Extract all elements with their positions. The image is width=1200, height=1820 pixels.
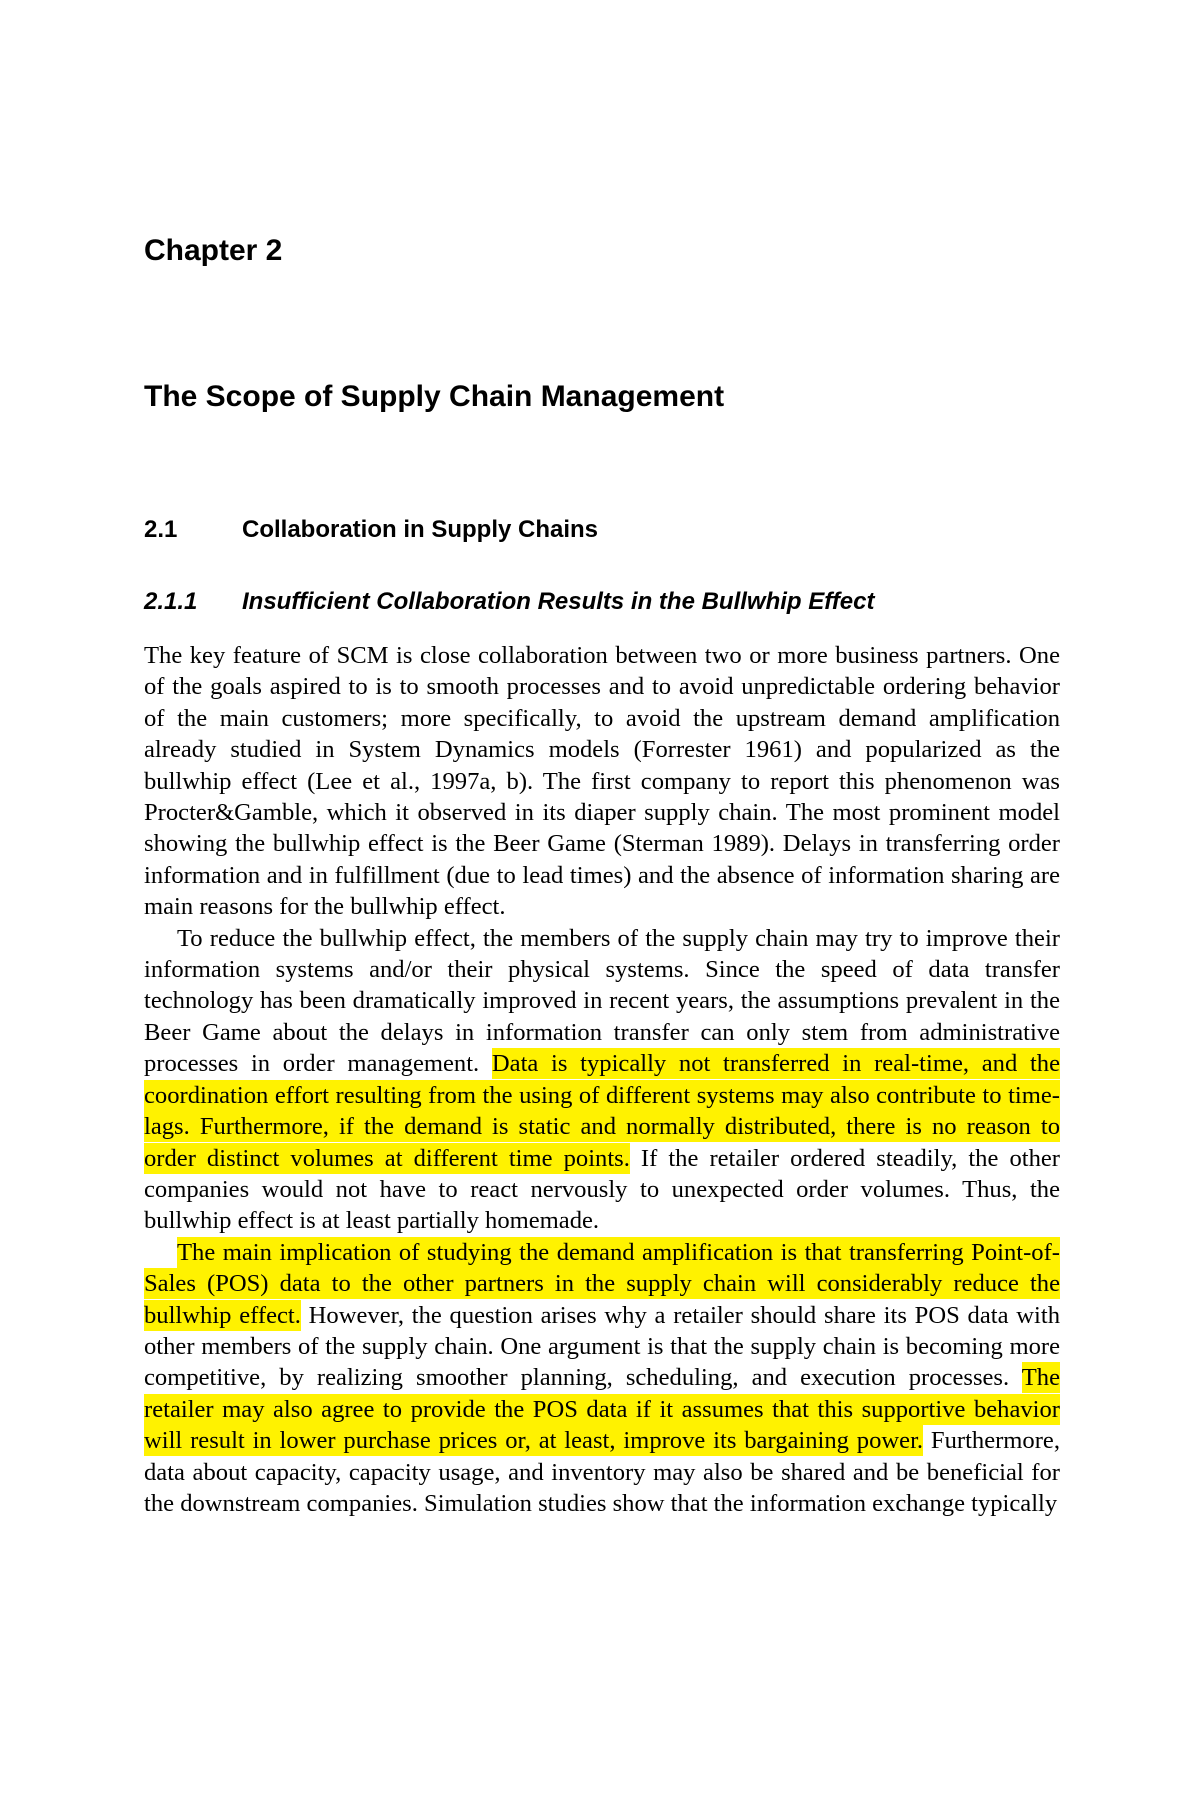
highlighted-text: Data is typically not transferred in real-time, and the coordination effort resulting from the using of different systems may also contribute to time-lags. Furthermore, if the demand is static and normally distributed, there is no reason to order distinct volumes at different time points. — [144, 1050, 1060, 1172]
paragraph-text: If the retailer ordered steadily, the other companies would not have to react nervously to unexpected order volumes. Thus, the bullwhip effect is at least partially homemade. — [144, 1144, 1060, 1235]
paragraph-1 — [144, 640, 1060, 923]
highlighted-text: The retailer may also agree to provide the POS data if it assumes that this supportive behavior will result in lower purchase prices or, at least, improve its bargaining power. — [144, 1364, 1060, 1455]
chapter-label: Chapter 2 — [144, 234, 283, 267]
paragraph-text: Furthermore, data about capacity, capacity usage, and inventory may also be shared and be beneficial for the downstream companies. Simulation studies show that the information exchange typically — [144, 1427, 1060, 1517]
body-text — [144, 640, 1060, 1519]
paragraph-2 — [144, 923, 1060, 1237]
subsection-title: Insufficient Collaboration Results in the Bullwhip Effect — [242, 588, 875, 615]
paragraph-text: The key feature of SCM is close collaboration between two or more business partners. One of the goals aspired to is to smooth processes and to avoid unpredictable ordering behavior of the main customers; more specifically, to avoid the upstream demand amplification already studied in System Dynamics models (Forrester 1961) and popularized as the bullwhip effect (Lee et al., 1997a, b). The first company to report this phenomenon was Procter&Gamble, which it observed in its diaper supply chain. The most prominent model showing the bullwhip effect is the Beer Game (Sterman 1989). Delays in transferring order information and in fulfillment (due to lead times) and the absence of information sharing are main reasons for the bullwhip effect. — [144, 642, 1060, 921]
paragraph-3 — [144, 1237, 1060, 1520]
section-heading — [144, 516, 598, 544]
paragraph-text: To reduce the bullwhip effect, the members of the supply chain may try to improve their information systems and/or their physical systems. Since the speed of data transfer technology has been dramatically improved in recent years, the assumptions prevalent in the Beer Game about the delays in information transfer can only stem from administrative processes in order management. — [144, 924, 1060, 1078]
highlighted-text: The main implication of studying the demand amplification is that transferring Point-of-Sales (POS) data to the other partners in the supply chain will considerably reduce the bullwhip effect. — [144, 1238, 1060, 1329]
section-number: 2.1 — [144, 516, 178, 543]
section-title: Collaboration in Supply Chains — [242, 516, 599, 543]
chapter-title: The Scope of Supply Chain Management — [144, 380, 725, 413]
subsection-heading — [144, 588, 875, 616]
subsection-number: 2.1.1 — [144, 588, 198, 615]
paragraph-text: However, the question arises why a retailer should share its POS data with other members of the supply chain. One argument is that the supply chain is becoming more competitive, by realizing smoother planning, scheduling, and execution processes. — [144, 1301, 1061, 1392]
